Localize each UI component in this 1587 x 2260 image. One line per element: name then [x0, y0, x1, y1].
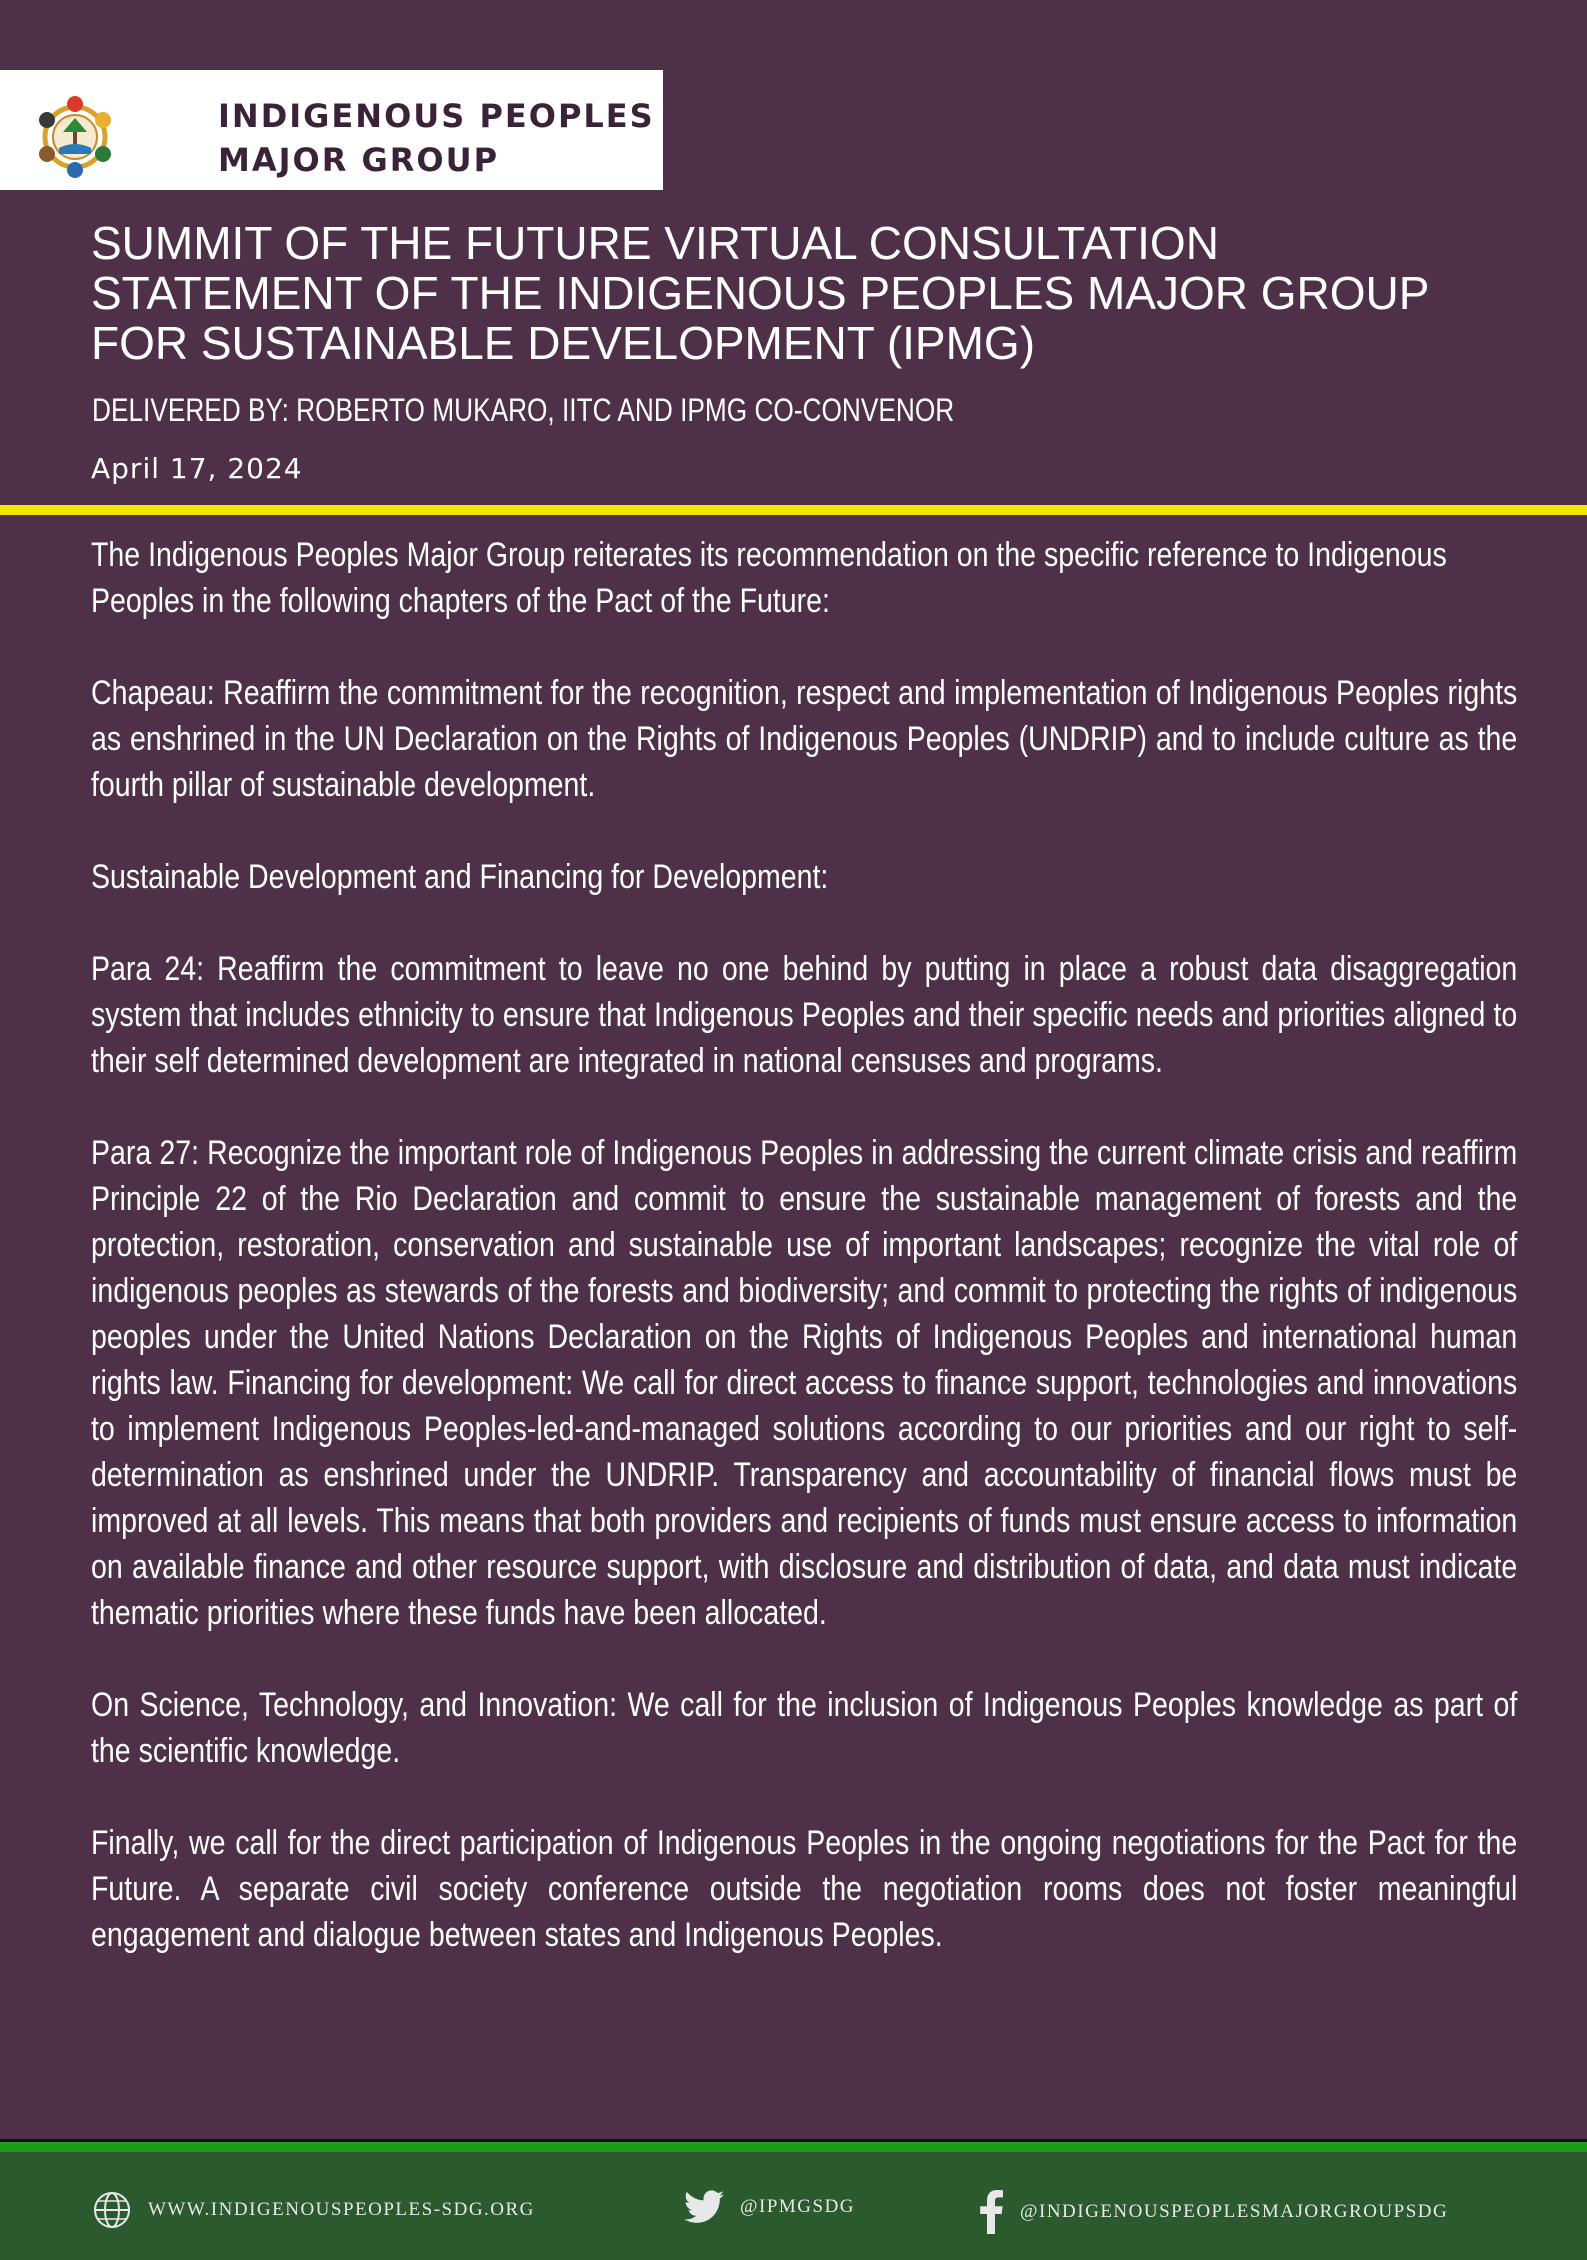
- org-name-line1: INDIGENOUS PEOPLES: [218, 97, 655, 135]
- sti-paragraph: On Science, Technology, and Innovation: We call for the inclusion of Indigenous Peoples knowledge as part of the scientific knowledge.: [91, 1686, 1518, 1770]
- para24-paragraph: Para 24: Reaffirm the commitment to leave no one behind by putting in place a robust data disaggregation system that includes ethnicity to ensure that Indigenous Peoples and their specific needs and priorities aligned to their self determined development are integrated in national censuses and programs.: [91, 950, 1518, 1080]
- org-logo-bar: [0, 70, 663, 190]
- org-name: [218, 94, 655, 182]
- footer-facebook[interactable]: [978, 2190, 1448, 2234]
- footer: [0, 2142, 1587, 2260]
- twitter-handle[interactable]: @IPMGSDG: [740, 2196, 856, 2217]
- website-link[interactable]: WWW.INDIGENOUSPEOPLES-SDG.ORG: [148, 2199, 535, 2220]
- title-line3: FOR SUSTAINABLE DEVELOPMENT (IPMG): [91, 317, 1036, 369]
- page-title: [91, 218, 1541, 368]
- globe-icon: [92, 2190, 132, 2230]
- footer-website[interactable]: [92, 2190, 535, 2230]
- title-line2: STATEMENT OF THE INDIGENOUS PEOPLES MAJOR GROUP: [91, 267, 1430, 319]
- facebook-icon: [978, 2190, 1004, 2234]
- ipmg-logo-icon: [30, 92, 120, 182]
- title-line1: SUMMIT OF THE FUTURE VIRTUAL CONSULTATION: [91, 217, 1219, 269]
- finally-paragraph: Finally, we call for the direct participation of Indigenous Peoples in the ongoing negotiations for the Pact for the Future. A separate civil society conference outside the negotiation rooms does not foster meaningful engagement and dialogue between states and Indigenous Peoples.: [91, 1824, 1518, 1954]
- statement-body: [91, 532, 1517, 1958]
- facebook-handle[interactable]: @INDIGENOUSPEOPLESMAJORGROUPSDG: [1020, 2201, 1449, 2222]
- yellow-divider: [0, 505, 1587, 515]
- intro-paragraph: The Indigenous Peoples Major Group reiterates its recommendation on the specific reference to Indigenous Peoples in the following chapters of the Pact of the Future:: [91, 536, 1447, 620]
- twitter-icon: [684, 2190, 724, 2224]
- org-name-line2: MAJOR GROUP: [218, 141, 500, 179]
- footer-twitter[interactable]: [684, 2190, 855, 2224]
- statement-date: April 17, 2024: [91, 452, 303, 485]
- delivered-by: DELIVERED BY: ROBERTO MUKARO, IITC AND IPMG CO-CONVENOR: [92, 392, 955, 428]
- para27-paragraph: Para 27: Recognize the important role of Indigenous Peoples in addressing the current climate crisis and reaffirm Principle 22 of the Rio Declaration and commit to ensure the sustainable management of forests and the protection, restoration, conservation and sustainable use of important landscapes; recognize the vital role of indigenous peoples as stewards of the forests and biodiversity; and commit to protecting the rights of indigenous peoples under the United Nations Declaration on the Rights of Indigenous Peoples and international human rights law. Financing for development: We call for direct access to finance support, technologies and innovations to implement Indigenous Peoples-led-and-managed solutions according to our priorities and our right to self-determination as enshrined under the UNDRIP. Transparency and accountability of financial flows must be improved at all levels. This means that both providers and recipients of funds must ensure access to information on available finance and other resource support, with disclosure and distribution of data, and data must indicate thematic priorities where these funds have been allocated.: [91, 1134, 1518, 1632]
- sd-heading: Sustainable Development and Financing for Development:: [91, 858, 829, 896]
- chapeau-paragraph: Chapeau: Reaffirm the commitment for the recognition, respect and implementation of Indigenous Peoples rights as enshrined in the UN Declaration on the Rights of Indigenous Peoples (UNDRIP) and to include culture as the fourth pillar of sustainable development.: [91, 674, 1518, 804]
